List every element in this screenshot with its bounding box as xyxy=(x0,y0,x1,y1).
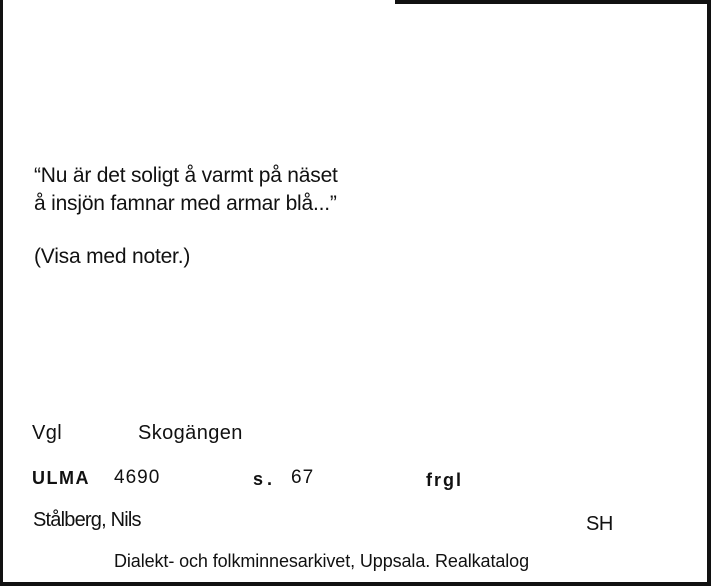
region-code: Vgl xyxy=(32,422,63,444)
archive-code: ULMA xyxy=(32,468,90,488)
page-prefix: s. xyxy=(253,469,277,489)
verse-line-1: “Nu är det soligt å varmt på näset xyxy=(34,164,338,187)
card-border-bottom xyxy=(0,582,711,586)
archive-number: 4690 xyxy=(114,467,161,488)
card-border-left xyxy=(0,0,3,586)
card-border-top xyxy=(395,0,711,4)
note-text: (Visa med noter.) xyxy=(34,245,191,268)
card-border-right xyxy=(707,0,711,586)
page-number: 67 xyxy=(291,467,315,488)
collector-name: Stålberg, Nils xyxy=(33,509,141,531)
verse-line-2: å insjön famnar med armar blå...” xyxy=(34,192,337,215)
card-footer: Dialekt- och folkminnesarkivet, Uppsala. Realkatalog xyxy=(114,551,529,571)
collector-initials: SH xyxy=(586,513,613,535)
place-name: Skogängen xyxy=(138,422,243,444)
type-code: frgl xyxy=(426,470,463,490)
